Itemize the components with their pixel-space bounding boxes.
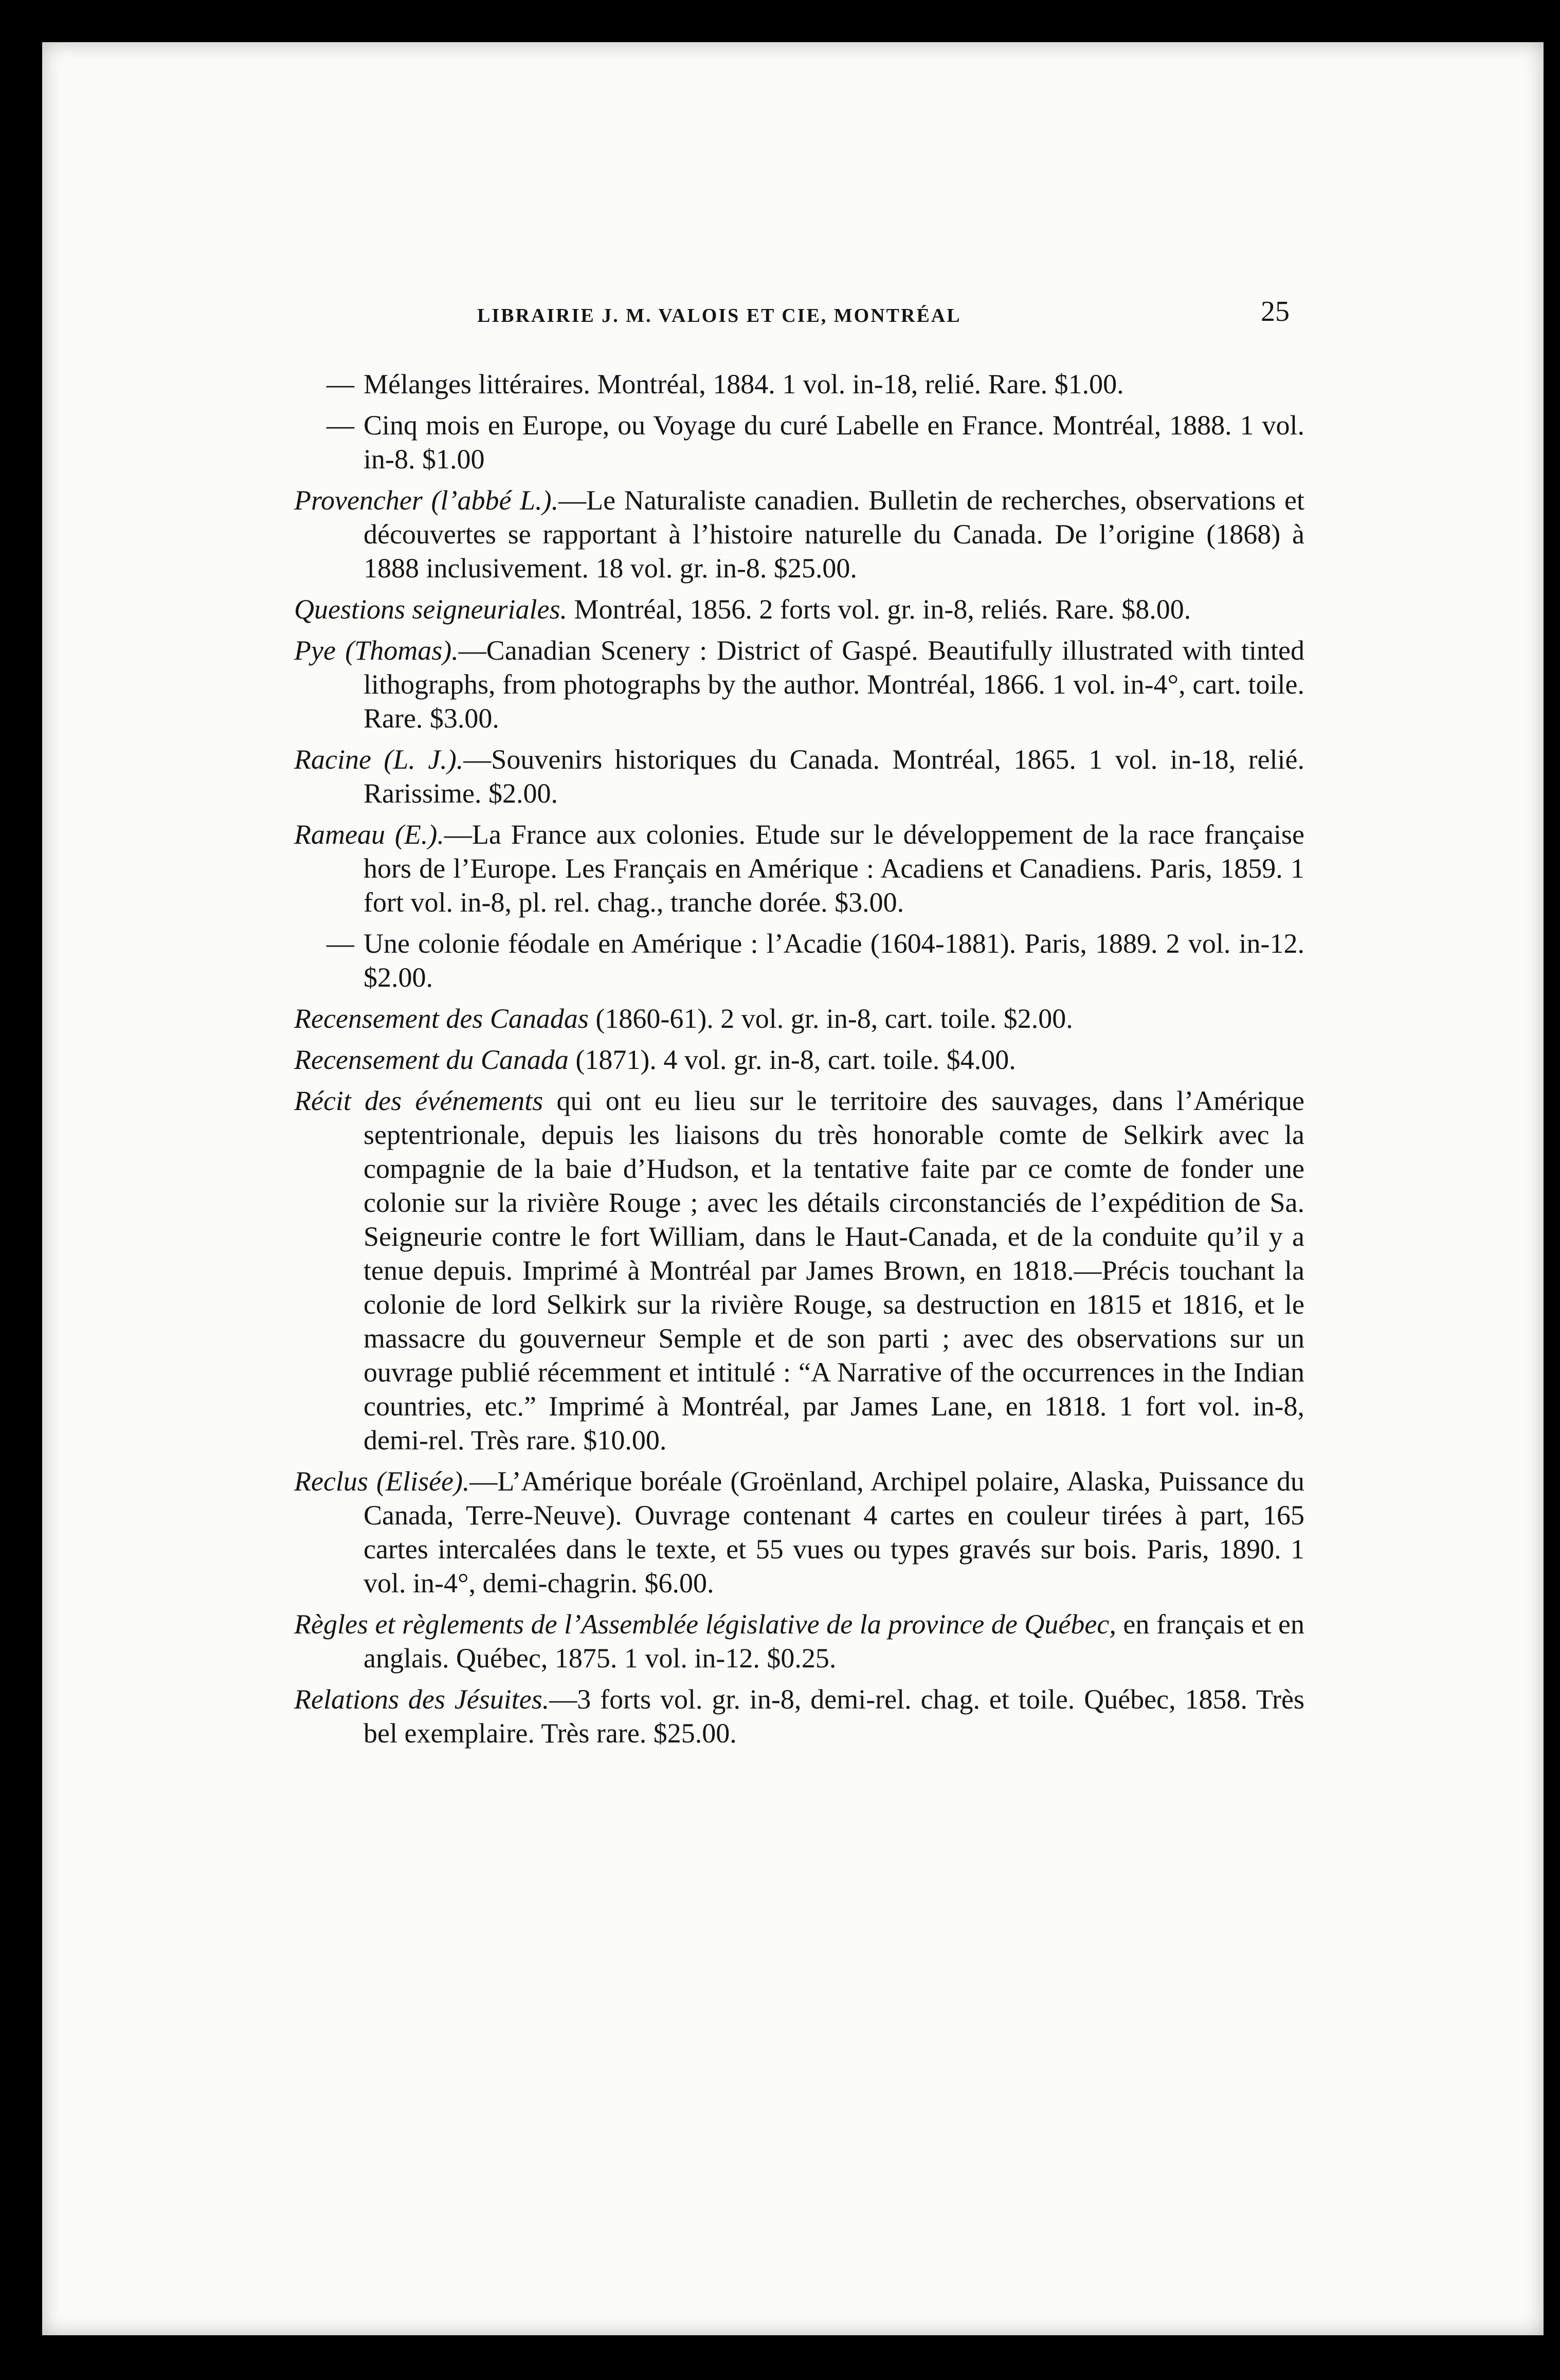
catalog-entry bbox=[294, 926, 1304, 994]
entry-text: qui ont eu lieu sur le territoire des sauvages, dans l’Amérique septentrionale, depuis les liaisons du très honorable comte de Selkirk avec la compagnie de la baie d’Hudson, et la tentative faite par ce comte de fonder une colonie sur la rivière Rouge ; avec les détails circonstanciés de l’expédition de Sa. Seigneurie contre le fort William, dans le Haut-Canada, et de la conduite qu’il y a tenue depuis. Imprimé à Montréal par James Brown, en 1818.—Précis touchant la colonie de lord Selkirk sur la rivière Rouge, sa destruction en 1815 et 1816, et le massacre du gouverneur Semple et de son parti ; avec des observations sur un ouvrage publié récemment et intitulé : “A Narrative of the occurrences in the Indian countries, etc.” Imprimé à Montréal, par James Lane, en 1818. 1 fort vol. in-8, demi-rel. Très rare. $10.00. bbox=[364, 1085, 1304, 1456]
catalog-entry bbox=[294, 592, 1304, 626]
entry-author: Recensement du Canada bbox=[294, 1044, 569, 1075]
catalog-entry bbox=[294, 1002, 1304, 1035]
catalog-entry bbox=[294, 1043, 1304, 1077]
ditto-dash: — bbox=[326, 369, 354, 399]
entry-text: —3 forts vol. gr. in-8, demi-rel. chag. et toile. Québec, 1858. Très bel exemplaire. Très rare. $25.00. bbox=[364, 1684, 1304, 1749]
running-header: LIBRAIRIE J. M. VALOIS ET CIE, MONTRÉAL bbox=[477, 305, 962, 326]
entry-author: Rameau (E.). bbox=[294, 819, 444, 850]
catalog-entry bbox=[294, 633, 1304, 735]
catalog-entry bbox=[294, 367, 1304, 401]
entry-text: Une colonie féodale en Amérique : l’Acadie (1604-1881). Paris, 1889. 2 vol. in-12. $2.00. bbox=[364, 928, 1304, 993]
ditto-dash: — bbox=[326, 928, 354, 959]
entry-text: —La France aux colonies. Etude sur le développement de la race française hors de l’Europe. Les Français en Amérique : Acadiens et Canadiens. Paris, 1859. 1 fort vol. in-8, pl. rel. chag., tranche dorée. $3.00. bbox=[364, 819, 1304, 918]
entry-author: Recensement des Canadas bbox=[294, 1003, 589, 1034]
entry-text: (1860-61). 2 vol. gr. in-8, cart. toile. $2.00. bbox=[588, 1003, 1073, 1034]
entry-text: —Canadian Scenery : District of Gaspé. Beautifully illustrated with tinted lithographs, from photographs by the author. Montréal, 1866. 1 vol. in-4°, cart. toile. Rare. $3.00. bbox=[364, 635, 1304, 734]
page-number: 25 bbox=[1261, 296, 1290, 328]
catalog-entry bbox=[294, 817, 1304, 919]
entry-text: (1871). 4 vol. gr. in-8, cart. toile. $4.00. bbox=[568, 1044, 1016, 1075]
entry-author: Règles et règlements de l’Assemblée législative de la province de Québec, bbox=[294, 1609, 1116, 1640]
catalog-entries bbox=[294, 367, 1304, 1757]
entry-author: Relations des Jésuites. bbox=[294, 1684, 550, 1715]
catalog-entry bbox=[294, 1084, 1304, 1457]
catalog-entry bbox=[294, 1607, 1304, 1675]
entry-author: Racine (L. J.). bbox=[294, 744, 464, 775]
catalog-entry bbox=[294, 742, 1304, 810]
entry-text: Cinq mois en Europe, ou Voyage du curé Labelle en France. Montréal, 1888. 1 vol. in-8. $1.00 bbox=[364, 410, 1304, 475]
entry-text: —Le Naturaliste canadien. Bulletin de recherches, observations et découvertes se rapportant à l’histoire naturelle du Canada. De l’origine (1868) à 1888 inclusivement. 18 vol. gr. in-8. $25.00. bbox=[364, 485, 1304, 584]
entry-author: Reclus (Elisée). bbox=[294, 1466, 470, 1497]
catalog-entry bbox=[294, 483, 1304, 585]
catalog-page bbox=[42, 42, 1544, 2335]
entry-text: —Souvenirs historiques du Canada. Montréal, 1865. 1 vol. in-18, relié. Rarissime. $2.00. bbox=[364, 744, 1305, 809]
catalog-entry bbox=[294, 1682, 1304, 1750]
entry-author: Récit des événements bbox=[294, 1085, 543, 1116]
catalog-entry bbox=[294, 408, 1304, 476]
ditto-dash: — bbox=[326, 410, 354, 441]
entry-text: en français et en anglais. Québec, 1875. 1 vol. in-12. $0.25. bbox=[364, 1609, 1305, 1674]
catalog-entry bbox=[294, 1464, 1304, 1600]
entry-author: Provencher (l’abbé L.). bbox=[294, 485, 559, 516]
entry-author: Pye (Thomas). bbox=[294, 635, 459, 666]
entry-text: Mélanges littéraires. Montréal, 1884. 1 vol. in-18, relié. Rare. $1.00. bbox=[364, 369, 1124, 399]
entry-author: Questions seigneuriales. bbox=[294, 594, 567, 625]
entry-text: Montréal, 1856. 2 forts vol. gr. in-8, reliés. Rare. $8.00. bbox=[567, 594, 1191, 625]
entry-text: —L’Amérique boréale (Groënland, Archipel polaire, Alaska, Puissance du Canada, Terre-Neuve). Ouvrage contenant 4 cartes en couleur tirées à part, 165 cartes intercalées dans le texte, et 55 vues ou types gravés sur bois. Paris, 1890. 1 vol. in-4°, demi-chagrin. $6.00. bbox=[364, 1466, 1304, 1598]
